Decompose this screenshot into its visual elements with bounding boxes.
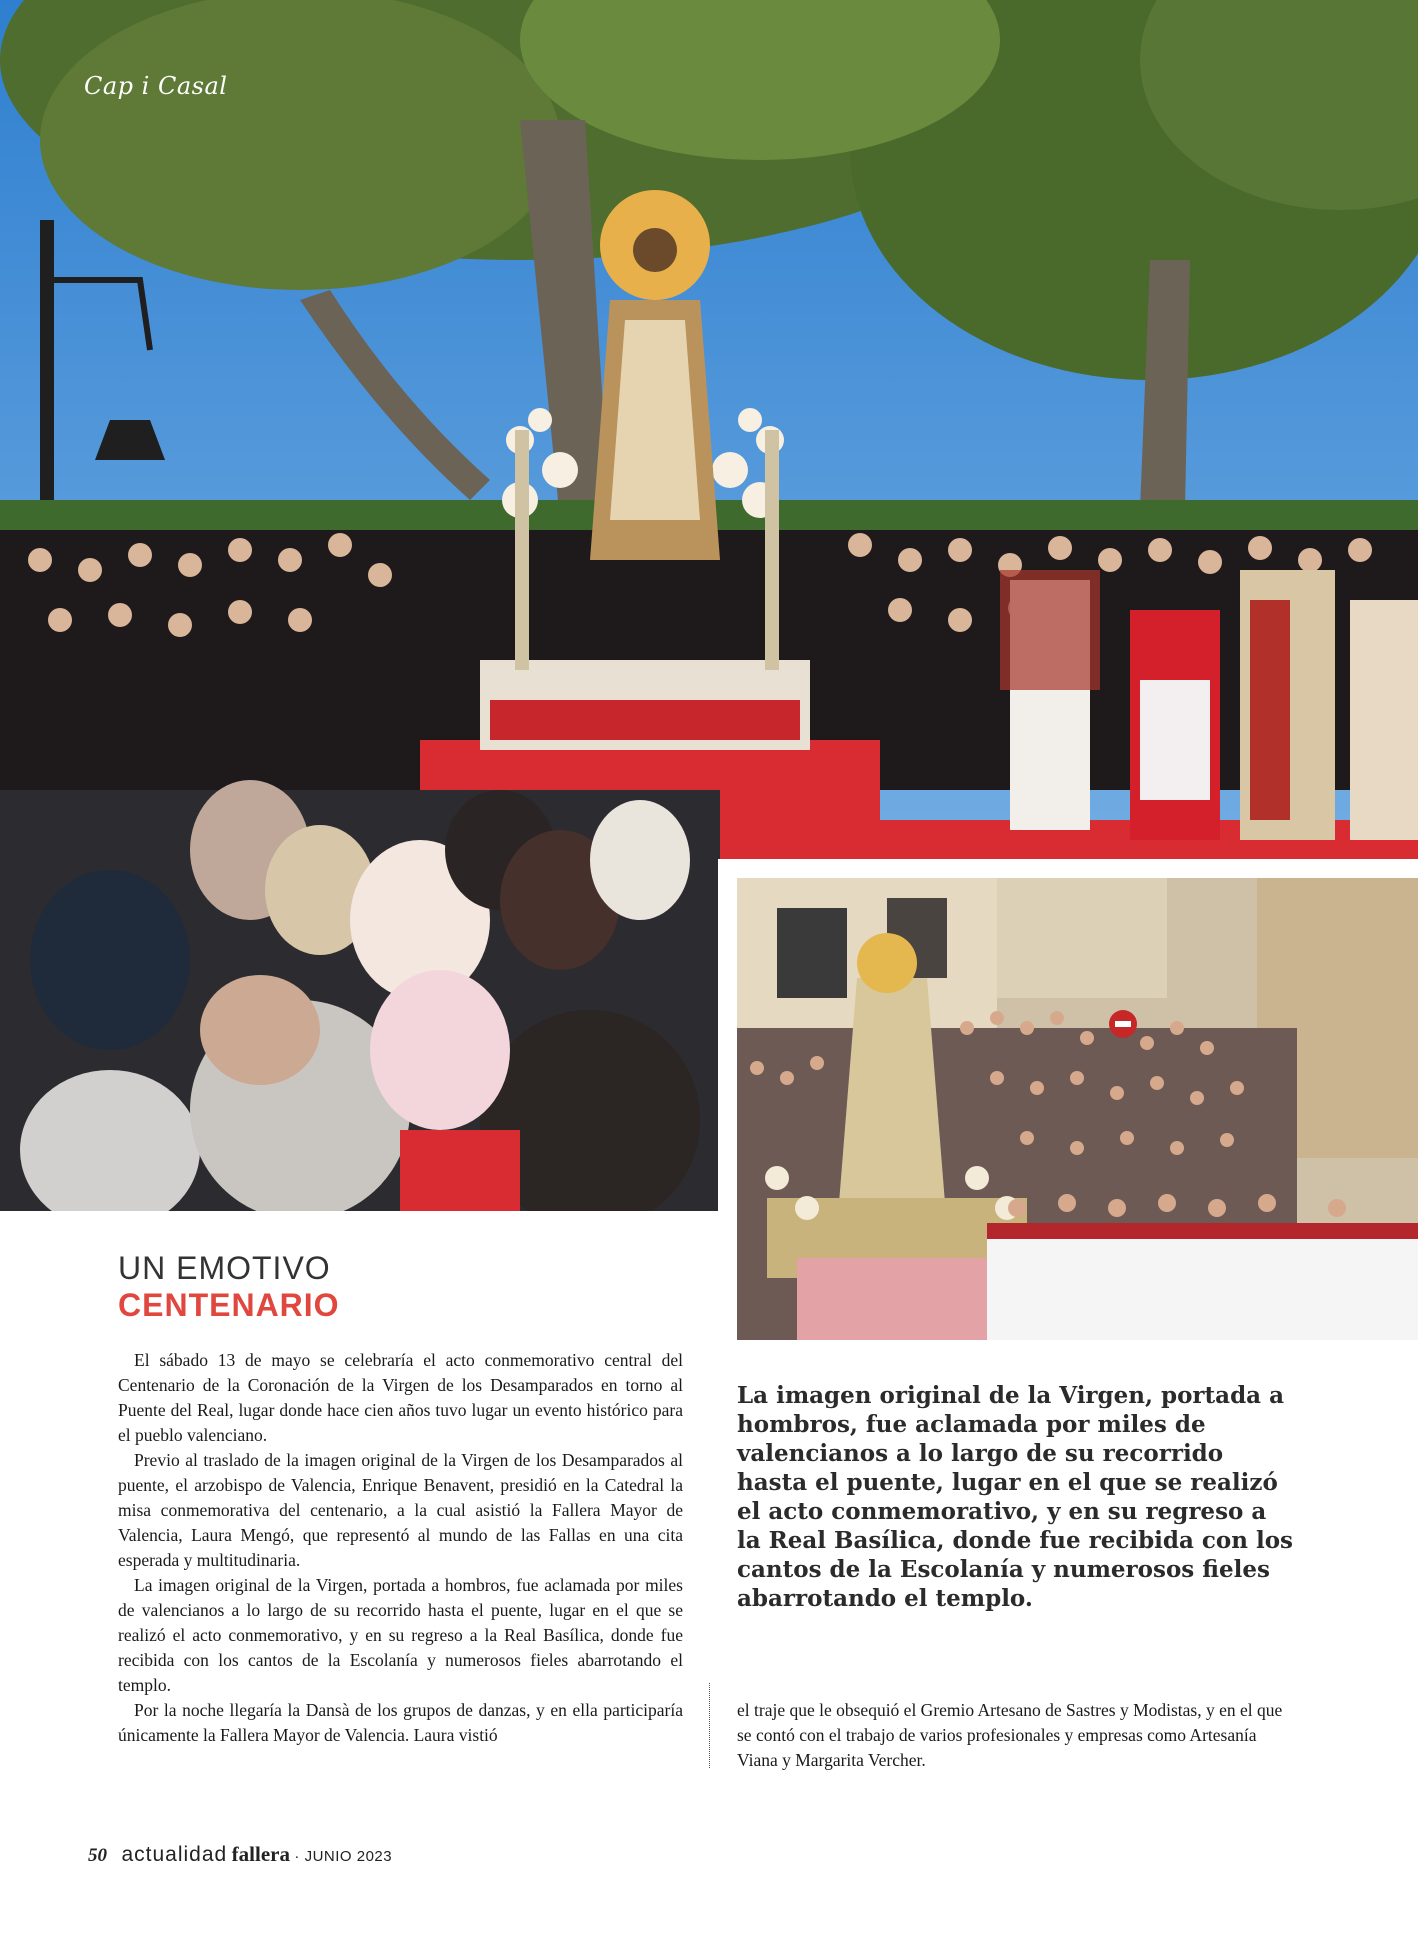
body-paragraph: Previo al traslado de la imagen original de la Virgen de los Desamparados al puente, el arzobispo de Valencia, Enrique Benavent, presidió en la Catedral la misa conmemorativa del centenario, a la cual asistió la Fallera Mayor de Valencia, Laura Mengó, que representó al mundo de las Fallas en una cita esperada y multitudinaria. xyxy=(118,1450,683,1570)
article-headline xyxy=(118,1250,678,1324)
body-column-right xyxy=(737,1698,1297,1773)
headline-line-1: UN EMOTIVO xyxy=(118,1250,331,1286)
page-number: 50 xyxy=(88,1845,107,1866)
headline-line-2: CENTENARIO xyxy=(118,1287,340,1323)
body-paragraph: El sábado 13 de mayo se celebraría el acto conmemorativo central del Centenario de la Coronación de la Virgen de los Desamparados en torno al Puente del Real, lugar donde hace cien años tuvo lugar un evento histórico para el pueblo valenciano. xyxy=(118,1350,683,1445)
inset-photo xyxy=(737,878,1418,1340)
magazine-name-part1: actualidad xyxy=(121,1843,228,1866)
pull-quote: La imagen original de la Virgen, portada a hombros, fue aclamada por miles de valencianos a lo largo de su recorrido hasta el puente, lugar en el que se realizó el acto conmemorativo, y en su regreso a la Real Basílica, donde fue recibida con los cantos de la Escolanía y numerosos fieles abarrotando el templo. xyxy=(737,1382,1293,1612)
body-paragraph: La imagen original de la Virgen, portada a hombros, fue aclamada por miles de valencianos a lo largo de su recorrido hasta el puente, lugar en el que se realizó el acto conmemorativo, y en su regreso a la Real Basílica, donde fue recibida con los cantos de la Escolanía y numerosos fieles abarrotando el templo. xyxy=(118,1575,683,1695)
page-footer xyxy=(88,1842,392,1867)
magazine-name-part2: fallera xyxy=(231,1842,290,1866)
street-procession-photo xyxy=(737,878,1418,1340)
column-divider xyxy=(709,1683,710,1768)
body-column-left xyxy=(118,1348,683,1748)
issue-date: · JUNIO 2023 xyxy=(294,1848,393,1865)
section-label: Cap i Casal xyxy=(84,72,228,100)
body-paragraph: Por la noche llegaría la Dansà de los grupos de danzas, y en ella participaría únicamente la Fallera Mayor de Valencia. Laura vistió xyxy=(118,1700,683,1745)
body-paragraph: el traje que le obsequió el Gremio Artesano de Sastres y Modistas, y en el que se contó con el trabajo de varios profesionales y empresas como Artesanía Viana y Margarita Vercher. xyxy=(737,1700,1283,1770)
